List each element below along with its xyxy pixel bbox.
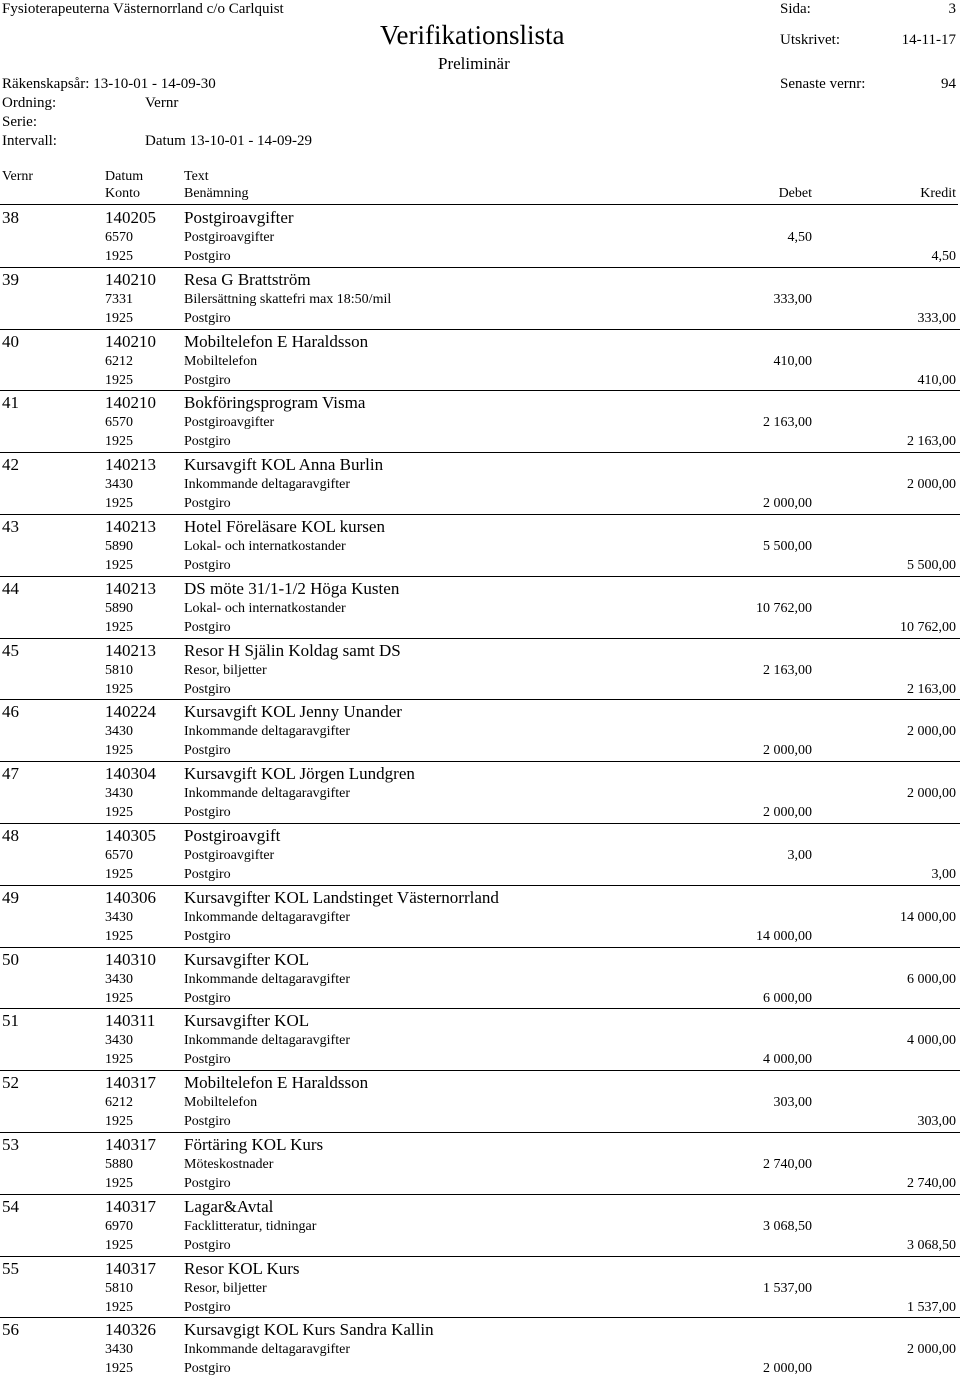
entry-date: 140304 (105, 764, 156, 784)
verification-entries (0, 206, 960, 1380)
line-debit: 2 163,00 (763, 662, 812, 678)
entry-header (0, 1073, 960, 1093)
line-description: Postgiro (184, 805, 231, 821)
last-vernr-value: 94 (941, 76, 956, 92)
organization-name: Fysioterapeuterna Västernorrland c/o Carlquist (2, 1, 284, 17)
entry-line (0, 1051, 960, 1069)
entry-line (0, 928, 960, 946)
line-debit: 3 068,50 (763, 1218, 812, 1234)
line-account: 6970 (105, 1218, 133, 1234)
verification-entry (0, 824, 960, 886)
entry-text: Kursavgifter KOL (184, 949, 310, 969)
line-account: 1925 (105, 249, 133, 264)
line-account: 3430 (105, 1033, 133, 1049)
entry-vernr: 46 (2, 702, 19, 722)
column-header-kredit: Kredit (920, 186, 956, 201)
entry-line (0, 866, 960, 884)
line-credit: 2 740,00 (907, 1175, 956, 1191)
entry-header (0, 1011, 960, 1031)
page-number-value: 3 (948, 1, 956, 17)
verification-entry (0, 330, 960, 392)
entry-line (0, 1280, 960, 1298)
line-account: 1925 (105, 990, 133, 1006)
entry-line (0, 1341, 960, 1359)
line-account: 3430 (105, 909, 133, 925)
entry-vernr: 45 (2, 640, 19, 660)
verification-entry (0, 639, 960, 701)
line-account: 7331 (105, 291, 133, 307)
entry-line (0, 229, 960, 247)
entry-line (0, 785, 960, 803)
entry-line (0, 600, 960, 618)
line-credit: 10 762,00 (900, 619, 956, 635)
entry-text: Resor KOL Kurs (184, 1258, 300, 1278)
line-description: Inkommande deltagaravgifter (184, 786, 350, 802)
entry-text: Kursavgifter KOL Landstinget Västernorrland (184, 887, 499, 907)
entry-text: Förtäring KOL Kurs (184, 1134, 324, 1154)
entry-line (0, 619, 960, 637)
line-description: Postgiro (184, 310, 231, 326)
entry-line (0, 990, 960, 1008)
entry-text: Bokföringsprogram Visma (184, 393, 366, 413)
line-account: 1925 (105, 805, 133, 821)
entry-vernr: 39 (2, 269, 19, 289)
entry-date: 140317 (105, 1196, 156, 1216)
entry-text: Kursavgift KOL Jenny Unander (184, 702, 402, 722)
entry-date: 140213 (105, 455, 156, 475)
line-description: Postgiro (184, 1361, 231, 1377)
line-account: 3430 (105, 1342, 133, 1358)
line-debit: 4,50 (787, 230, 812, 245)
page-number-label: Sida: (780, 1, 811, 17)
line-description: Postgiro (184, 434, 231, 450)
entry-text: Kursavgift KOL Jörgen Lundgren (184, 764, 415, 784)
line-debit: 6 000,00 (763, 990, 812, 1006)
line-debit: 2 000,00 (763, 496, 812, 512)
line-debit: 10 762,00 (756, 600, 812, 616)
column-header-benamning: Benämning (184, 186, 249, 201)
line-description: Postgiro (184, 496, 231, 512)
entry-date: 140213 (105, 640, 156, 660)
entry-line (0, 723, 960, 741)
line-account: 1925 (105, 1361, 133, 1377)
entry-vernr: 51 (2, 1011, 19, 1031)
entry-header (0, 455, 960, 475)
verification-entry (0, 268, 960, 330)
entry-date: 140213 (105, 578, 156, 598)
line-description: Postgiroavgifter (184, 230, 275, 245)
fiscal-year: Räkenskapsår: 13-10-01 - 14-09-30 (2, 76, 216, 92)
line-description: Inkommande deltagaravgifter (184, 1342, 350, 1358)
entry-line (0, 1237, 960, 1255)
verification-entry (0, 948, 960, 1010)
line-description: Postgiro (184, 557, 231, 573)
entry-header (0, 888, 960, 908)
line-credit: 4 000,00 (907, 1033, 956, 1049)
entry-text: Mobiltelefon E Haraldsson (184, 1073, 369, 1093)
entry-text: Postgiroavgifter (184, 208, 294, 227)
line-description: Möteskostnader (184, 1156, 274, 1172)
line-description: Postgiroavgifter (184, 847, 275, 863)
verification-entry (0, 453, 960, 515)
line-credit: 2 000,00 (907, 786, 956, 802)
entry-text: Kursavgigt KOL Kurs Sandra Kallin (184, 1320, 434, 1340)
entry-header (0, 208, 960, 228)
line-description: Postgiro (184, 1052, 231, 1068)
entry-vernr: 56 (2, 1320, 19, 1340)
verification-entry (0, 1071, 960, 1133)
entry-header (0, 579, 960, 599)
line-credit: 4,50 (931, 249, 956, 264)
entry-vernr: 40 (2, 331, 19, 351)
entry-line (0, 847, 960, 865)
line-debit: 14 000,00 (756, 928, 812, 944)
entry-vernr: 47 (2, 764, 19, 784)
line-description: Mobiltelefon (184, 1095, 258, 1111)
line-debit: 2 163,00 (763, 415, 812, 431)
entry-line (0, 557, 960, 575)
entry-vernr: 50 (2, 949, 19, 969)
verification-entry (0, 1318, 960, 1380)
line-description: Postgiro (184, 1237, 231, 1253)
line-credit: 2 000,00 (907, 1342, 956, 1358)
order-label: Ordning: (2, 95, 57, 111)
line-credit: 3,00 (931, 866, 956, 882)
series-label: Serie: (2, 114, 37, 130)
entry-line (0, 538, 960, 556)
line-description: Inkommande deltagaravgifter (184, 1033, 350, 1049)
entry-vernr: 42 (2, 455, 19, 475)
entry-date: 140326 (105, 1320, 156, 1340)
entry-date: 140205 (105, 208, 156, 227)
line-account: 1925 (105, 866, 133, 882)
line-account: 6212 (105, 353, 133, 369)
header-divider (0, 204, 958, 205)
line-description: Mobiltelefon (184, 353, 258, 369)
verification-entry (0, 515, 960, 577)
line-debit: 410,00 (773, 353, 812, 369)
line-credit: 410,00 (917, 372, 956, 388)
entry-header (0, 517, 960, 537)
line-credit: 303,00 (917, 1114, 956, 1130)
entry-line (0, 742, 960, 760)
entry-date: 140213 (105, 516, 156, 536)
line-credit: 2 000,00 (907, 477, 956, 493)
entry-vernr: 54 (2, 1196, 19, 1216)
line-account: 1925 (105, 1175, 133, 1191)
line-debit: 5 500,00 (763, 538, 812, 554)
verification-entry (0, 1195, 960, 1257)
entry-vernr: 49 (2, 887, 19, 907)
line-description: Inkommande deltagaravgifter (184, 909, 350, 925)
page-title: Verifikationslista (380, 20, 565, 50)
entry-line (0, 248, 960, 266)
line-description: Inkommande deltagaravgifter (184, 477, 350, 493)
entry-vernr: 48 (2, 825, 19, 845)
entry-line (0, 681, 960, 699)
entry-header (0, 764, 960, 784)
line-account: 5880 (105, 1156, 133, 1172)
line-description: Postgiro (184, 1114, 231, 1130)
line-description: Postgiro (184, 743, 231, 759)
order-value: Vernr (145, 95, 179, 111)
entry-line (0, 971, 960, 989)
entry-header (0, 1135, 960, 1155)
entry-date: 140317 (105, 1073, 156, 1093)
line-credit: 2 163,00 (907, 681, 956, 697)
entry-line (0, 414, 960, 432)
verification-entry (0, 762, 960, 824)
entry-text: DS möte 31/1-1/2 Höga Kusten (184, 578, 400, 598)
line-debit: 4 000,00 (763, 1052, 812, 1068)
column-header-debet: Debet (778, 186, 812, 201)
verification-entry (0, 206, 960, 268)
line-credit: 6 000,00 (907, 971, 956, 987)
interval-value: Datum 13-10-01 - 14-09-29 (145, 133, 313, 149)
verification-entry (0, 886, 960, 948)
line-account: 1925 (105, 1299, 133, 1315)
entry-header (0, 332, 960, 352)
line-account: 1925 (105, 1052, 133, 1068)
entry-date: 140310 (105, 949, 156, 969)
line-description: Postgiro (184, 990, 231, 1006)
entry-date: 140210 (105, 393, 156, 413)
line-description: Postgiroavgifter (184, 415, 275, 431)
line-account: 1925 (105, 1237, 133, 1253)
line-description: Inkommande deltagaravgifter (184, 724, 350, 740)
line-debit: 2 740,00 (763, 1156, 812, 1172)
last-vernr-label: Senaste vernr: (780, 76, 866, 92)
entry-text: Resor H Själin Koldag samt DS (184, 640, 401, 660)
line-debit: 1 537,00 (763, 1280, 812, 1296)
entry-date: 140311 (105, 1011, 156, 1031)
column-header-vernr: Vernr (2, 169, 34, 184)
line-account: 6570 (105, 847, 133, 863)
line-account: 1925 (105, 434, 133, 450)
line-account: 1925 (105, 681, 133, 697)
entry-line (0, 372, 960, 390)
entry-header (0, 641, 960, 661)
entry-line (0, 1218, 960, 1236)
entry-line (0, 1113, 960, 1131)
line-description: Resor, biljetter (184, 662, 267, 678)
entry-date: 140305 (105, 825, 156, 845)
line-description: Postgiro (184, 372, 231, 388)
line-account: 1925 (105, 1114, 133, 1130)
printed-date-value: 14-11-17 (901, 32, 956, 48)
entry-date: 140210 (105, 269, 156, 289)
line-description: Lokal- och internatkostander (184, 538, 346, 554)
line-account: 1925 (105, 310, 133, 326)
line-credit: 2 000,00 (907, 724, 956, 740)
column-header-konto: Konto (105, 186, 140, 201)
entry-text: Postgiroavgift (184, 825, 281, 845)
verification-entry (0, 1133, 960, 1195)
verification-entry (0, 700, 960, 762)
entry-line (0, 909, 960, 927)
entry-text: Mobiltelefon E Haraldsson (184, 331, 369, 351)
line-description: Resor, biljetter (184, 1280, 267, 1296)
entry-header (0, 1259, 960, 1279)
entry-date: 140224 (105, 702, 156, 722)
line-account: 1925 (105, 619, 133, 635)
entry-text: Lagar&Avtal (184, 1196, 274, 1216)
entry-date: 140210 (105, 331, 156, 351)
line-description: Lokal- och internatkostander (184, 600, 346, 616)
entry-vernr: 53 (2, 1134, 19, 1154)
entry-header (0, 270, 960, 290)
line-account: 6570 (105, 415, 133, 431)
entry-vernr: 41 (2, 393, 19, 413)
line-account: 1925 (105, 372, 133, 388)
entry-line (0, 1175, 960, 1193)
line-account: 5810 (105, 1280, 133, 1296)
entry-date: 140317 (105, 1134, 156, 1154)
entry-line (0, 1360, 960, 1378)
line-description: Bilersättning skattefri max 18:50/mil (184, 291, 392, 307)
line-debit: 2 000,00 (763, 743, 812, 759)
line-account: 5890 (105, 600, 133, 616)
line-debit: 303,00 (773, 1095, 812, 1111)
line-credit: 1 537,00 (907, 1299, 956, 1315)
entry-line (0, 804, 960, 822)
entry-line (0, 495, 960, 513)
entry-text: Kursavgift KOL Anna Burlin (184, 455, 384, 475)
line-credit: 2 163,00 (907, 434, 956, 450)
entry-vernr: 52 (2, 1073, 19, 1093)
page-subtitle: Preliminär (438, 54, 510, 73)
entry-header (0, 393, 960, 413)
entry-text: Hotel Föreläsare KOL kursen (184, 516, 385, 536)
entry-line (0, 1032, 960, 1050)
line-description: Postgiro (184, 619, 231, 635)
entry-line (0, 662, 960, 680)
entry-header (0, 1197, 960, 1217)
verification-entry (0, 1257, 960, 1319)
entry-line (0, 291, 960, 309)
entry-date: 140306 (105, 887, 156, 907)
line-credit: 3 068,50 (907, 1237, 956, 1253)
entry-header (0, 950, 960, 970)
line-account: 3430 (105, 786, 133, 802)
line-account: 5890 (105, 538, 133, 554)
line-description: Postgiro (184, 1299, 231, 1315)
line-account: 1925 (105, 496, 133, 512)
line-description: Postgiro (184, 866, 231, 882)
line-debit: 2 000,00 (763, 805, 812, 821)
entry-vernr: 44 (2, 578, 19, 598)
entry-line (0, 1094, 960, 1112)
verification-entry (0, 577, 960, 639)
entry-header (0, 826, 960, 846)
line-account: 6212 (105, 1095, 133, 1111)
verification-entry (0, 1009, 960, 1071)
line-description: Facklitteratur, tidningar (184, 1218, 317, 1234)
line-account: 6570 (105, 230, 133, 245)
line-description: Inkommande deltagaravgifter (184, 971, 350, 987)
line-credit: 14 000,00 (900, 909, 956, 925)
line-credit: 5 500,00 (907, 557, 956, 573)
column-header-datum: Datum (105, 169, 144, 184)
line-credit: 333,00 (917, 310, 956, 326)
line-debit: 3,00 (787, 847, 812, 863)
entry-line (0, 310, 960, 328)
entry-line (0, 1156, 960, 1174)
line-account: 3430 (105, 477, 133, 493)
interval-label: Intervall: (2, 133, 57, 149)
entry-header (0, 702, 960, 722)
line-description: Postgiro (184, 928, 231, 944)
line-description: Postgiro (184, 249, 231, 264)
entry-vernr: 38 (2, 208, 19, 227)
verification-entry (0, 391, 960, 453)
entry-line (0, 433, 960, 451)
entry-date: 140317 (105, 1258, 156, 1278)
line-account: 1925 (105, 743, 133, 759)
entry-line (0, 1299, 960, 1317)
line-debit: 333,00 (773, 291, 812, 307)
line-description: Postgiro (184, 681, 231, 697)
line-account: 1925 (105, 928, 133, 944)
entry-line (0, 476, 960, 494)
printed-date-label: Utskrivet: (780, 32, 840, 48)
entry-line (0, 353, 960, 371)
entry-vernr: 55 (2, 1258, 19, 1278)
line-account: 3430 (105, 724, 133, 740)
line-account: 3430 (105, 971, 133, 987)
entry-text: Kursavgifter KOL (184, 1011, 310, 1031)
line-description: Postgiro (184, 1175, 231, 1191)
column-header-text: Text (184, 169, 209, 184)
entry-header (0, 1320, 960, 1340)
line-debit: 2 000,00 (763, 1361, 812, 1377)
entry-text: Resa G Brattström (184, 269, 311, 289)
entry-vernr: 43 (2, 516, 19, 536)
line-account: 5810 (105, 662, 133, 678)
line-account: 1925 (105, 557, 133, 573)
